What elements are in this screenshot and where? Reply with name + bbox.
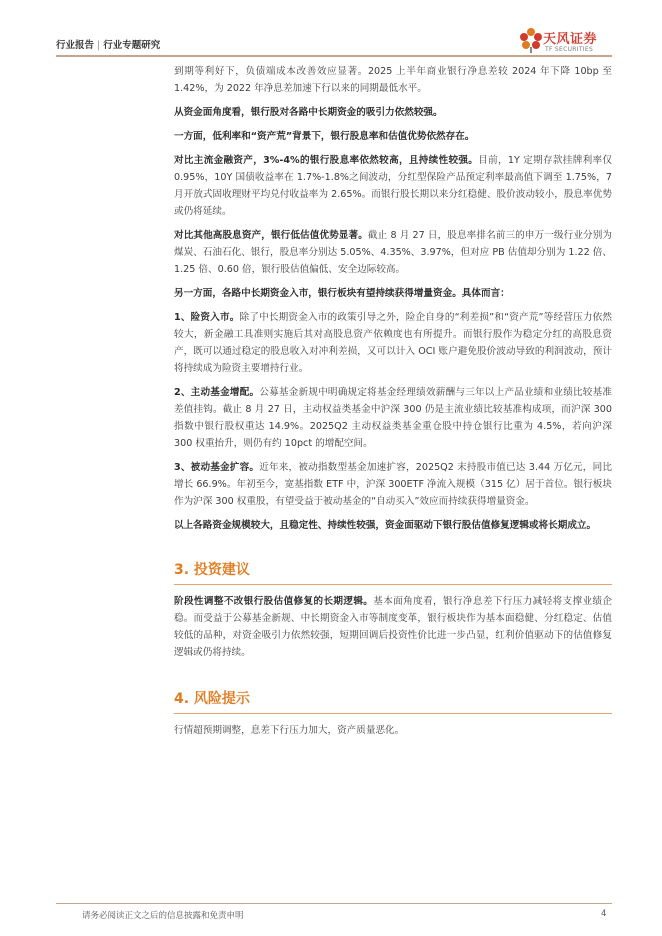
paragraph-risk-warning: 行情超预期调整，息差下行压力加大，资产质量恶化。 [174, 725, 405, 736]
emphasis-vs-high-dividend: 对比其他高股息资产，银行低估值优势显著。 [174, 230, 368, 241]
emphasis-active-funds: 2、主动基金增配。 [174, 387, 260, 398]
main-content [174, 63, 612, 746]
section-title-investment-advice: 3. 投资建议 [174, 562, 250, 578]
paragraph-conclusion: 以上各路资金规模较大，且稳定性、持续性较强，资金面驱动下银行股估值修复逻辑或将长期成立。 [174, 520, 597, 531]
section-investment-advice [174, 556, 612, 661]
text-investment-advice: 基本面角度看，银行净息差下行压力减轻将支撑业绩企稳。而受益于公募基金新规、中长期资金入市等制度变革，银行板块作为基本面稳健、分红稳定、估值较低的品种，对资金吸引力依然较强，短期回调后投资性价比进一步凸显，红利价值驱动下的估值修复逻辑或仍将持续。 [174, 596, 613, 658]
paragraph-vs-financial-assets [174, 152, 612, 220]
paragraph-investment-advice [174, 593, 612, 661]
paragraph-capital-view: 从资金面角度看，银行股对各路中长期资金的吸引力依然较强。 [174, 107, 443, 118]
text-passive-funds: 近年来，被动指数型基金加速扩容，2025Q2 末持股市值已达 3.44 万亿元，同比增长 66.9%。年初至今，宽基指数 ETF 中，沪深 300ETF 净流入规模（315 亿）居于首位。银行板块作为沪深 300 权重股，有望受益于被动基金的“自动买入”效应而持续获得增量资金。 [174, 462, 612, 507]
emphasis-vs-financial-assets: 对比主流金融资产，3%-4%的银行股息率依然较高，且持续性较强。 [174, 155, 479, 166]
section-divider [174, 584, 612, 585]
tf-securities-logo [519, 27, 615, 55]
page-header [0, 0, 662, 58]
text-vs-financial-assets: 目前，1Y 定期存款挂牌利率仅 0.95%，10Y 国债收益率在 1.7%-1.8%之间波动，分红型保险产品预定利率最高值下调至 1.75%，7 月开放式固收理财平均兑付收益率为 2.65%。而银行股长期以来分红稳健、股价波动较小，股息率优势或仍将延续。 [174, 155, 613, 217]
paragraph-active-funds [174, 384, 612, 452]
section-risk-warning [174, 685, 612, 739]
section-divider [174, 713, 612, 714]
breadcrumb-report-category: 行业专题研究 [103, 40, 161, 51]
logo-subtitle: TF SECURITIES [545, 46, 594, 53]
page-number: 4 [601, 909, 607, 919]
breadcrumb [56, 37, 160, 51]
paragraph-vs-high-dividend [174, 227, 612, 278]
paragraph-incremental-funds: 另一方面，各路中长期资金入市，银行板块有望持续获得增量资金。具体而言： [174, 288, 510, 299]
breadcrumb-separator: | [97, 40, 101, 51]
header-divider [56, 55, 612, 57]
section-title-risk-warning: 4. 风险提示 [174, 691, 250, 707]
emphasis-insurance-funds: 1、险资入市。 [174, 312, 240, 323]
text-active-funds: 公募基金新规中明确规定将基金经理绩效薪酬与三年以上产品业绩和业绩比较基准差值挂钩。截止 8 月 27 日，主动权益类基金中沪深 300 仍是主流业绩比较基准构成项，而沪深 300 指数中银行股权重达 14.9%。2025Q2 主动权益类基金重仓股中持仓银行比重为 4.5%，若向沪深 300 权重抬升，则仍有约 10pct 的增配空间。 [174, 387, 612, 449]
paragraph-insurance-funds [174, 309, 612, 377]
paragraph-margin-trend: 到期等利好下，负债端成本改善效应显著。2025 上半年商业银行净息差较 2024 年下降 10bp 至 1.42%，为 2022 年净息差加速下行以来的同期最低水平。 [174, 66, 612, 94]
emphasis-passive-funds: 3、被动基金扩容。 [174, 462, 260, 473]
footer-divider [56, 903, 612, 904]
text-insurance-funds: 除了中长期资金入市的政策引导之外，险企自身的“利差损”和“资产荒”等经营压力依然较大，新金融工具准则实施后其对高股息资产依赖度也有所提升。而银行股作为稳定分红的高股息资产，既可以通过稳定的股息收入对冲利差损，又可以计入 OCI 账户避免股价波动导致的利润波动，预计将持续成为险资主要增持行业。 [174, 312, 612, 374]
paragraph-passive-funds [174, 459, 612, 510]
text-vs-high-dividend: 截止 8 月 27 日，股息率排名前三的申万一级行业分别为煤炭、石油石化、银行，股息率分别达 5.05%、4.35%、3.97%，但对应 PB 估值却分别为 1.22 倍、1.25 倍、0.60 倍，银行股估值偏低、安全边际较高。 [174, 230, 613, 275]
emphasis-investment-advice: 阶段性调整不改银行股估值修复的长期逻辑。 [174, 596, 374, 607]
breadcrumb-report-type: 行业报告 [56, 40, 95, 51]
paragraph-dividend-advantage: 一方面，低利率和“资产荒”背景下，银行股息率和估值优势依然存在。 [174, 131, 475, 142]
footer-disclaimer: 请务必阅读正文之后的信息披露和免责申明 [82, 911, 244, 921]
flower-logo-icon [519, 27, 543, 53]
logo-name: 天风证券 [543, 32, 598, 47]
